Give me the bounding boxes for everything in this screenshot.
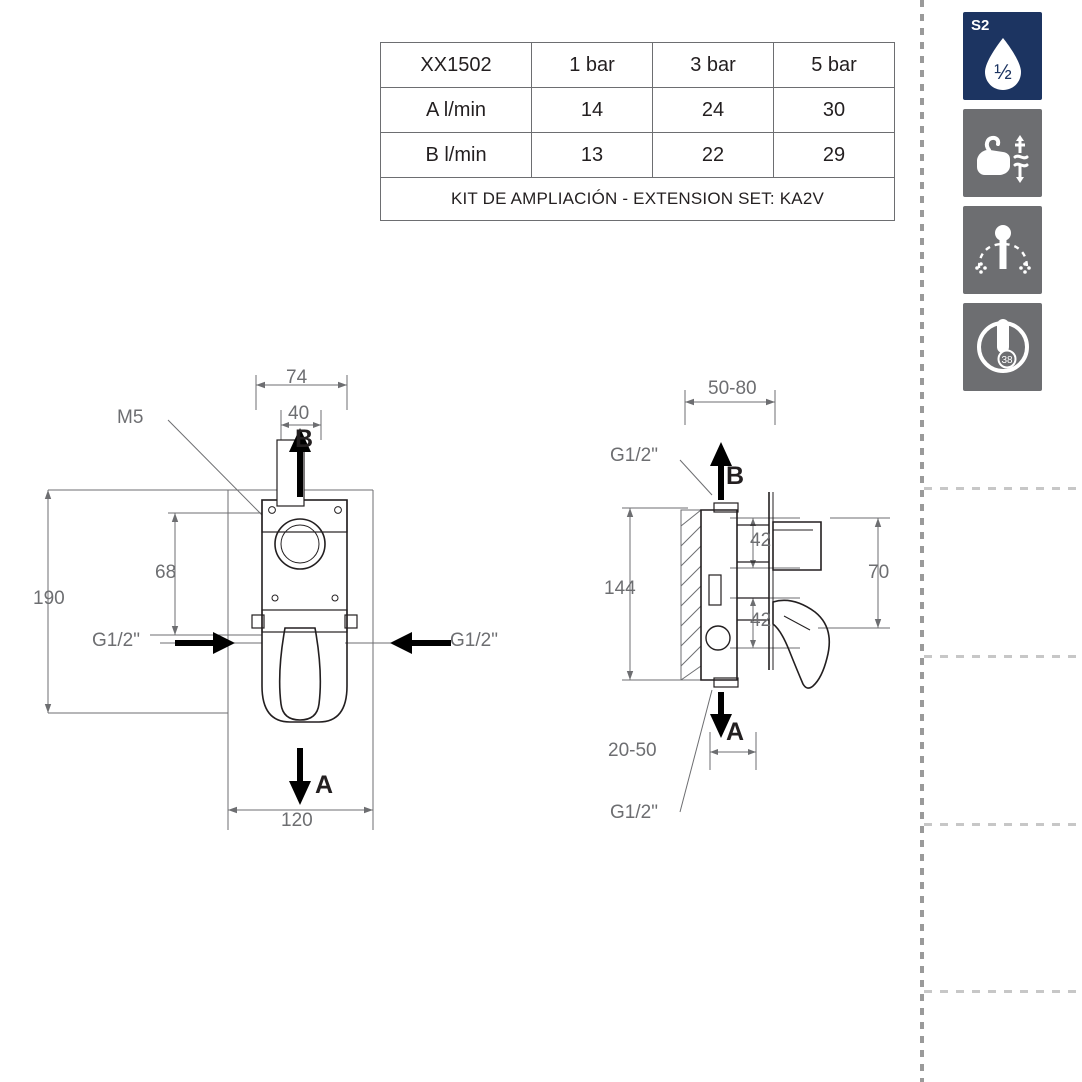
table-cell: XX1502 — [381, 43, 532, 88]
table-cell: 22 — [653, 133, 774, 178]
dim-height-outer: 190 — [33, 588, 65, 609]
label-thread-top: G1/2" — [610, 445, 658, 466]
table-cell: 29 — [774, 133, 895, 178]
dim-spacing-upper: 42 — [750, 530, 772, 551]
table-cell: A l/min — [381, 88, 532, 133]
table-cell: 13 — [532, 133, 653, 178]
label-outlet-a-side: A — [726, 718, 745, 746]
svg-text:½: ½ — [994, 61, 1012, 84]
label-m5-screw: M5 — [117, 407, 144, 428]
table-cell: 5 bar — [774, 43, 895, 88]
dim-spacing-lower: 42 — [750, 610, 772, 631]
table-cell: 1 bar — [532, 43, 653, 88]
dim-width-plate: 74 — [286, 367, 308, 388]
s2-badge-label: S2 — [971, 17, 990, 34]
hand-wash-flow-icon — [963, 109, 1042, 197]
label-outlet-a-front: A — [315, 771, 334, 799]
thermostat-value: 38 — [1001, 355, 1013, 366]
dim-width-outer: 120 — [281, 810, 313, 831]
table-row — [381, 43, 895, 88]
table-footer: KIT DE AMPLIACIÓN - EXTENSION SET: KA2V — [381, 178, 895, 221]
label-inlet-right: G1/2" — [450, 630, 498, 651]
dim-width-inner: 40 — [288, 403, 310, 424]
table-cell: B l/min — [381, 133, 532, 178]
table-row — [381, 133, 895, 178]
label-outlet-b-front: B — [295, 425, 314, 453]
dim-depth-bottom: 20-50 — [608, 740, 657, 761]
label-thread-bottom: G1/2" — [610, 802, 658, 823]
spec-table — [380, 42, 895, 221]
dotted-grid-row — [924, 990, 1082, 993]
label-inlet-left: G1/2" — [92, 630, 140, 651]
front-view — [0, 340, 560, 860]
table-cell: 30 — [774, 88, 895, 133]
table-cell: 14 — [532, 88, 653, 133]
table-row — [381, 178, 895, 221]
dim-height-total: 144 — [604, 578, 636, 599]
side-view — [560, 340, 980, 860]
table-cell: 24 — [653, 88, 774, 133]
dim-depth-top: 50-80 — [708, 378, 757, 399]
shower-spray-icon — [963, 206, 1042, 294]
dim-projection: 70 — [868, 562, 890, 583]
dim-height-inner: 68 — [155, 562, 177, 583]
water-drop-half-icon — [963, 12, 1042, 100]
label-outlet-b-side: B — [726, 462, 745, 490]
table-row — [381, 88, 895, 133]
table-cell: 3 bar — [653, 43, 774, 88]
